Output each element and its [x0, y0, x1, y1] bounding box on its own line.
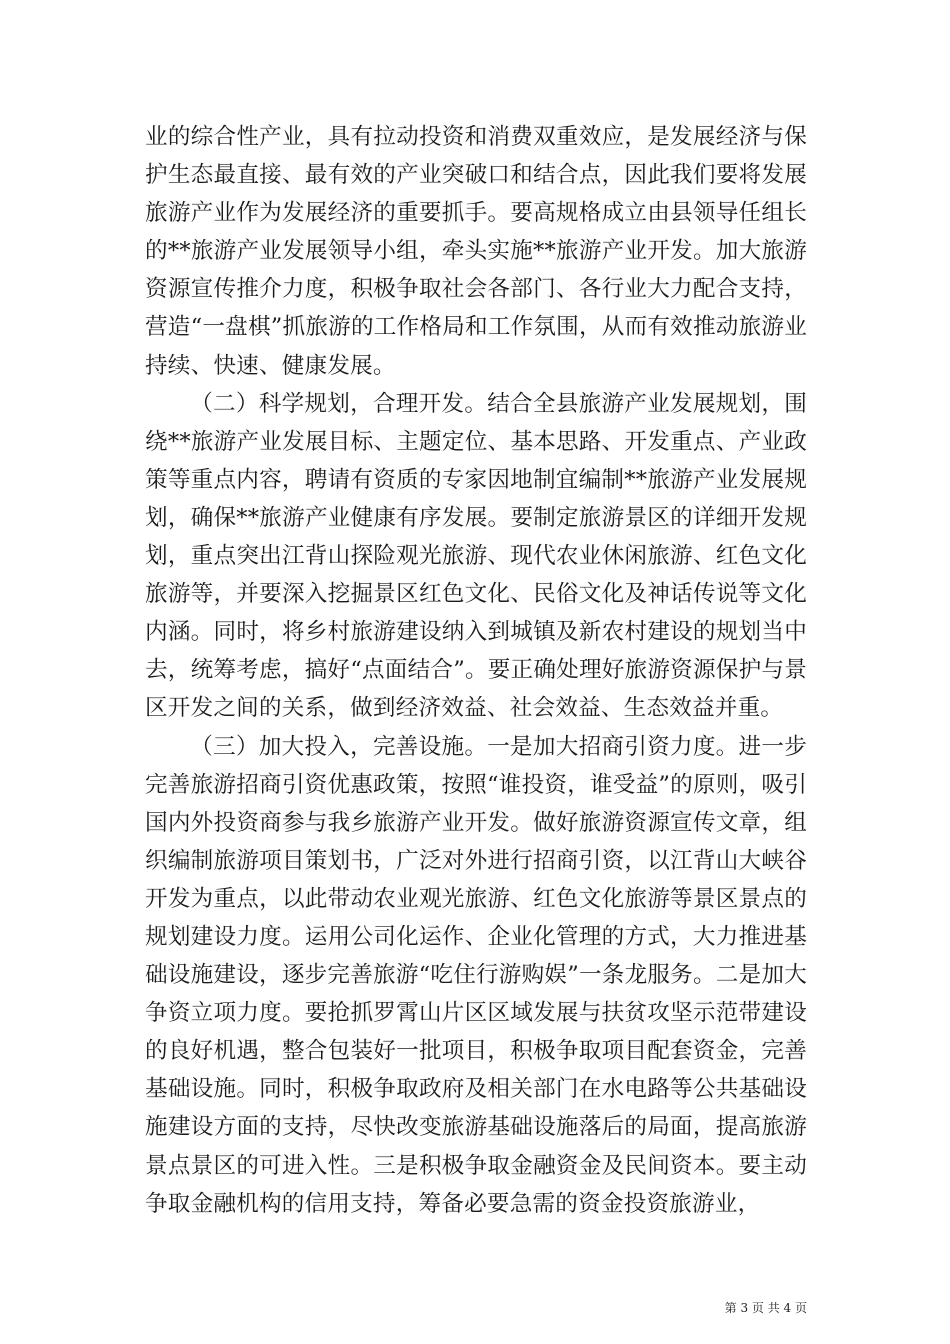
paragraph-section-two: （二）科学规划，合理开发。结合全县旅游产业发展规划，围绕**旅游产业发展目标、主题定位、基本思路、开发重点、产业政策等重点内容，聘请有资质的专家因地制宜编制**旅游产业发展规划，确保**旅游产业健康有序发展。要制定旅游景区的详细开发规划，重点突出江背山探险观光旅游、现代农业休闲旅游、红色文化旅游等，并要深入挖掘景区红色文化、民俗文化及神话传说等文化内涵。同时，将乡村旅游建设纳入到城镇及新农村建设的规划当中去，统筹考虑，搞好“点面结合”。要正确处理好旅游资源保护与景区开发之间的关系，做到经济效益、社会效益、生态效益并重。 [145, 390, 807, 722]
page-number-footer: 第 3 页 共 4 页 [724, 1301, 807, 1315]
paragraph-continuation: 业的综合性产业，具有拉动投资和消费双重效应，是发展经济与保护生态最直接、最有效的产业突破口和结合点，因此我们要将发展旅游产业作为发展经济的重要抓手。要高规格成立由县领导任组长的**旅游产业发展领导小组，牵头实施**旅游产业开发。加大旅游资源宣传推介力度，积极争取社会各部门、各行业大力配合支持，营造“一盘棋”抓旅游的工作格局和工作氛围，从而有效推动旅游业持续、快速、健康发展。 [145, 124, 807, 379]
document-body [145, 118, 807, 1223]
paragraph-section-three: （三）加大投入，完善设施。一是加大招商引资力度。进一步完善旅游招商引资优惠政策，按照“谁投资，谁受益”的原则，吸引国内外投资商参与我乡旅游产业开发。做好旅游资源宣传文章，组织编制旅游项目策划书，广泛对外进行招商引资，以江背山大峡谷开发为重点，以此带动农业观光旅游、红色文化旅游等景区景点的规划建设力度。运用公司化运作、企业化管理的方式，大力推进基础设施建设，逐步完善旅游“吃住行游购娱”一条龙服务。二是加大争资立项力度。要抢抓罗霄山片区区域发展与扶贫攻坚示范带建设的良好机遇，整合包装好一批项目，积极争取项目配套资金，完善基础设施。同时，积极争取政府及相关部门在水电路等公共基础设施建设方面的支持，尽快改变旅游基础设施落后的局面，提高旅游景点景区的可进入性。三是积极争取金融资金及民间资本。要主动争取金融机构的信用支持，筹备必要急需的资金投资旅游业， [145, 733, 807, 1217]
